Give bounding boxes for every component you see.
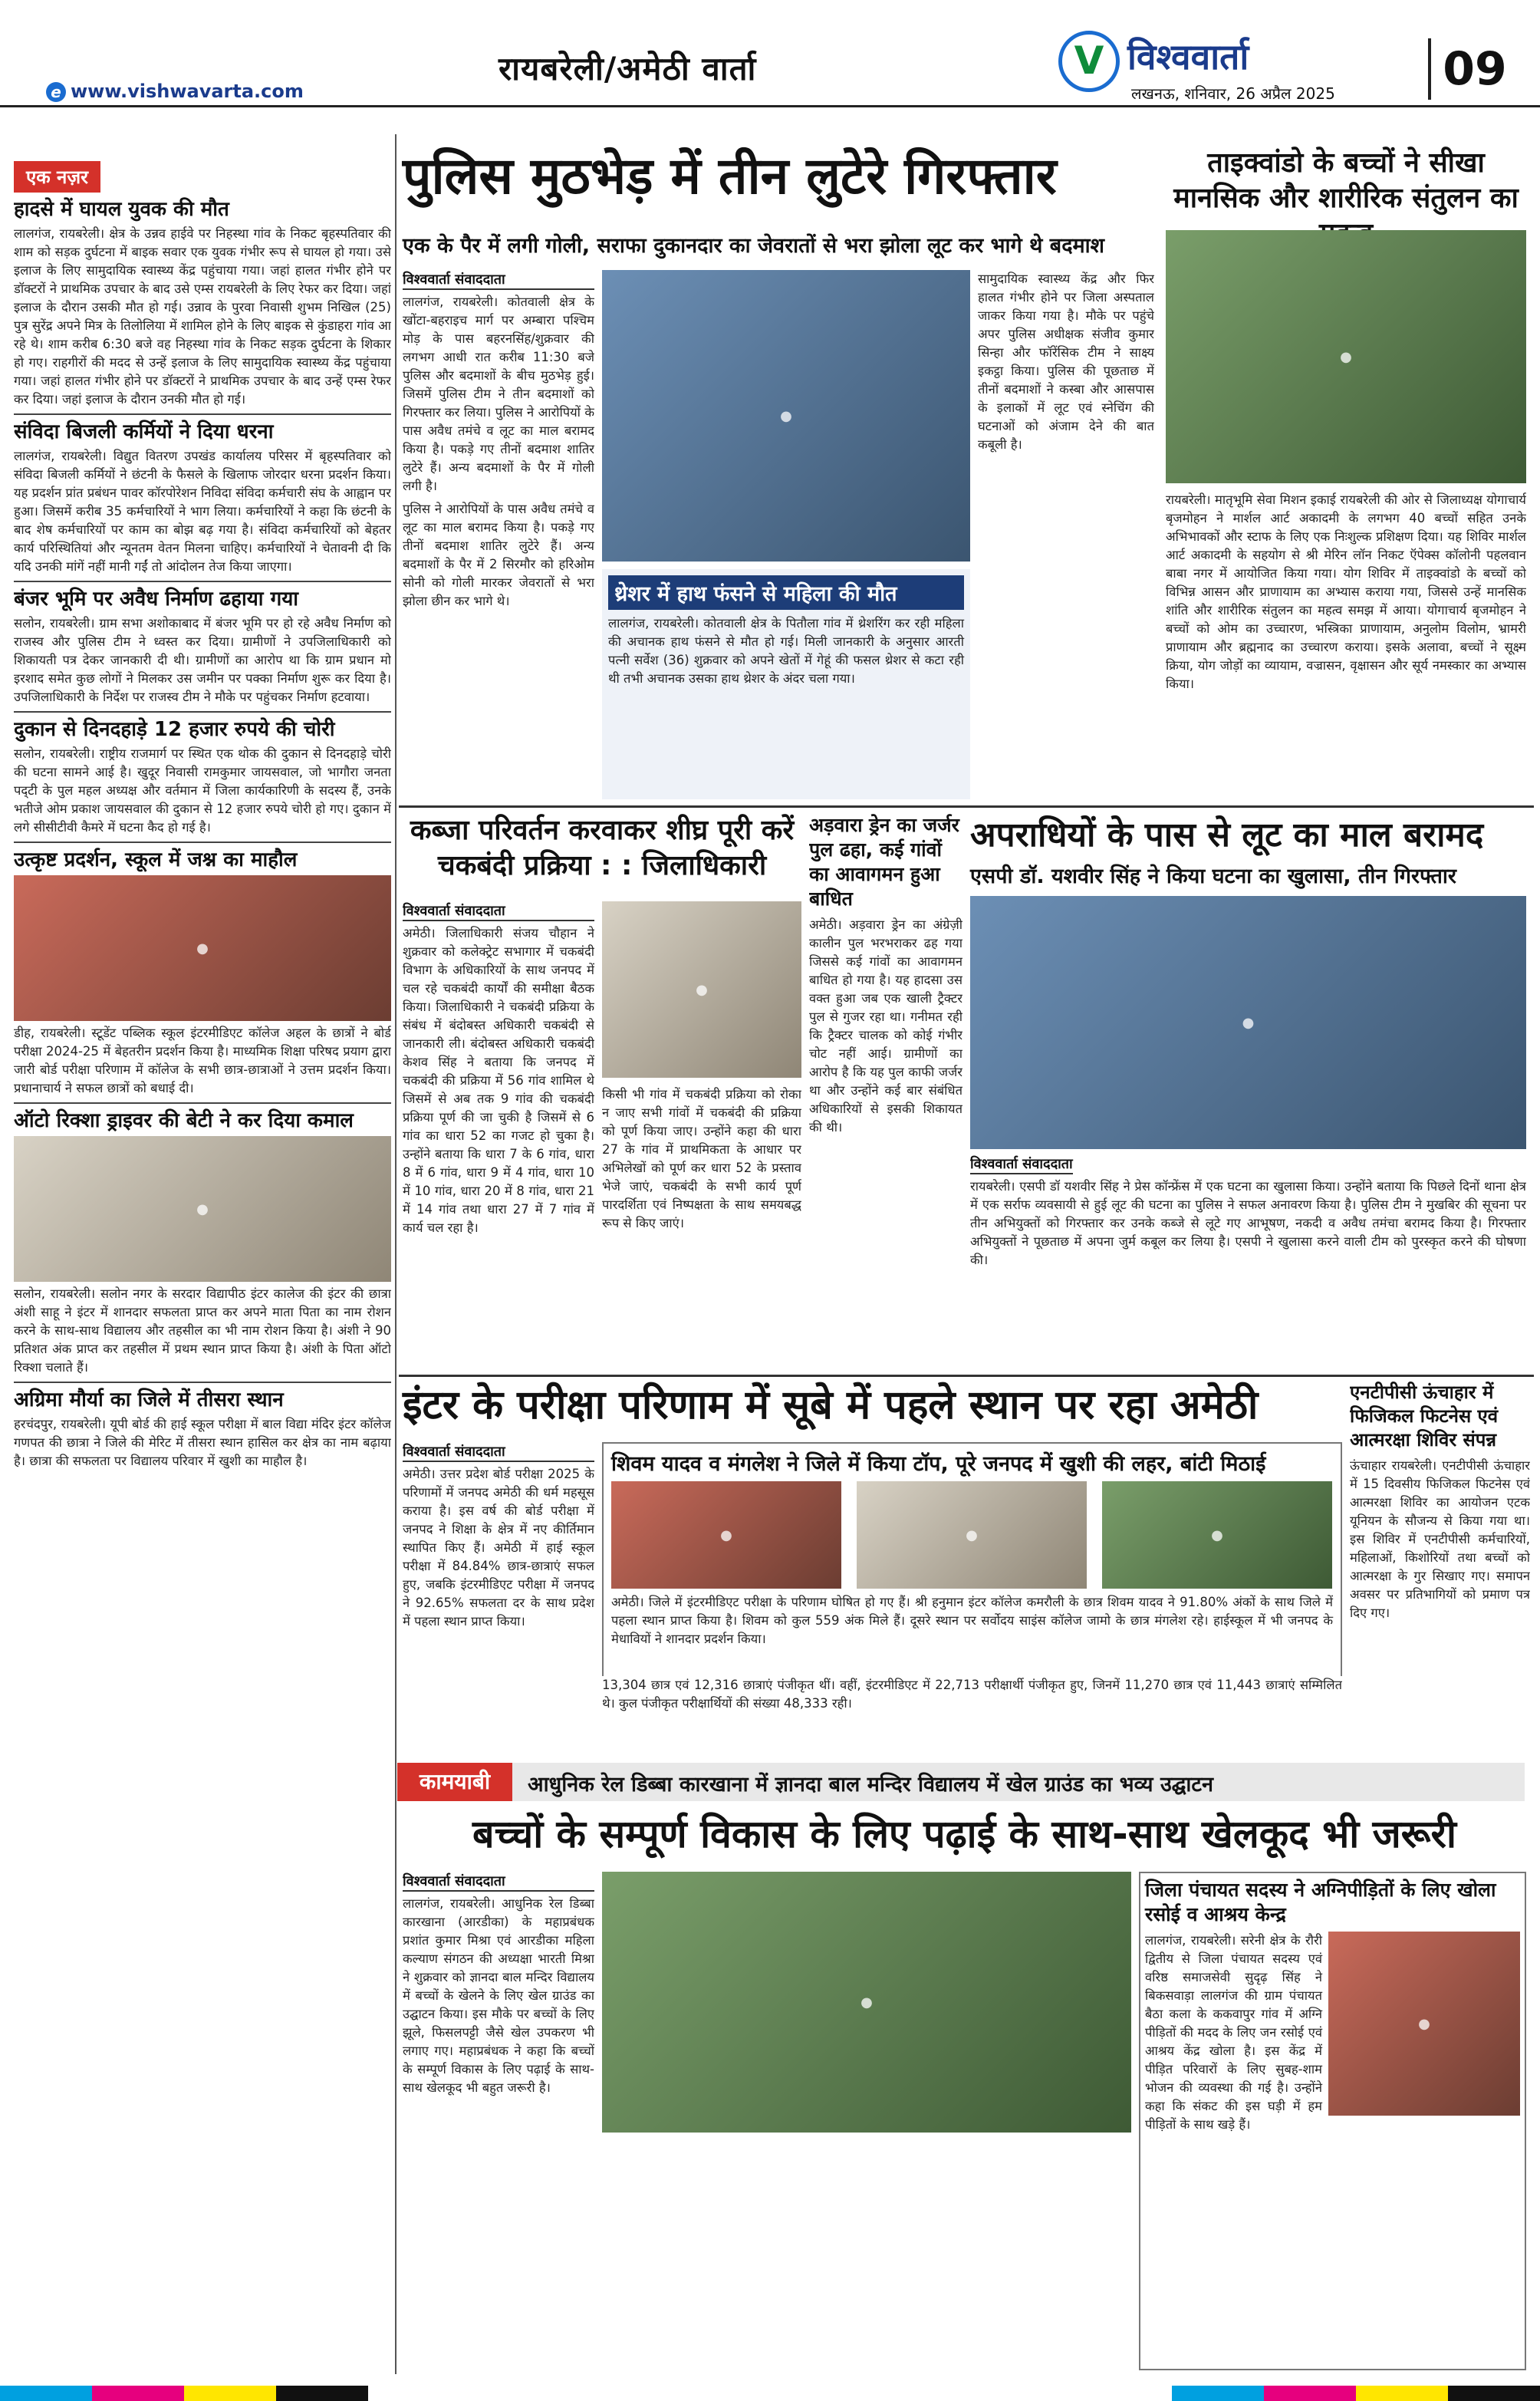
- ntpc-col: [1350, 1381, 1530, 1757]
- bureau-label: विश्ववार्ता संवाददाता: [403, 1442, 594, 1462]
- news-body: सलोन, रायबरेली। ग्राम सभा अशोकाबाद में बंजर भूमि पर हो रहे अवैध निर्माण को राजस्व और पुलिस टीम ने ध्वस्त कर दिया। ग्रामीणों ने उपजिलाधिकारी को शिकायती पत्र देकर जानकारी दी थी। ग्रामीणों का आरोप था कि ग्राम प्रधान मो इरशाद समेत कुछ लोगों ने मिलकर उस जमीन पर पक्का निर्माण शुरू कर दिया है। उपजिलाधिकारी के निर्देश पर राजस्व टीम ने मौके पर पहुंचकर निर्माण हटवाया।: [14, 616, 391, 704]
- school-photo: ●: [14, 875, 391, 1021]
- taekwondo-body: रायबरेली। मातृभूमि सेवा मिशन इकाई रायबरेली की ओर से जिलाध्यक्ष योगाचार्य बृजमोहन ने मार्शल आर्ट अकादमी के लगभग 40 बच्चों सहित उनके अभिभावकों और स्टाफ के लिए एक निःशुल्क प्रशिक्षण दिया। यह शिविर मार्शल आर्ट अकादमी के सहयोग से श्री मेरिन लॉन निकट ऍपेक्स कॉलोनी पहलवान बाबा नगर में आयोजित किया गया। योग शिविर में ताइक्वांडो के बच्चों को विभिन्न आसन और प्राणायाम का अभ्यास कराया गया, जिससे उन्हें मानसिक शांति और शारीरिक संतुलन का महत्व समझ में आया। योगाचार्य बृजमोहन ने बच्चों को ओम का उच्चारण, भस्त्रिका प्राणायाम, अनुलोम विलोम, भ्रामरी प्राणायाम और ब्रह्मनाद का उच्चारण कराया। इसके अलावा, बच्चों ने सूक्ष्म क्रिया, योग जोड़ों का व्यायाम, वज्रासन, वृक्षासन और सूर्य नमस्कार का अभ्यास किया।: [1166, 492, 1526, 691]
- section-divider: [399, 805, 1534, 808]
- color-bar-magenta: [1264, 2386, 1356, 2401]
- section-title: रायबरेली/अमेठी वार्ता: [499, 50, 757, 87]
- website-url[interactable]: [46, 81, 304, 102]
- toppers-photos: [604, 1481, 1341, 1589]
- ntpc-headline: एनटीपीसी ऊंचाहार में फिजिकल फिटनेस एवं आत्मरक्षा शिविर संपन्न: [1350, 1382, 1499, 1451]
- divider: [14, 1382, 391, 1383]
- amethi-col: [403, 1442, 594, 1757]
- amethi-body: अमेठी। उत्तर प्रदेश बोर्ड परीक्षा 2025 के परिणामों में जनपद अमेठी की धर्म महसूस कराया है। इस वर्ष की बोर्ड परीक्षा में जनपद ने शिक्षा के क्षेत्र में नए कीर्तिमान स्थापित किए हैं। अमेठी में हाई स्कूल परीक्षा में 84.84% छात्र-छात्राएं सफल हुए, जबकि इंटरमीडिएट परीक्षा में जनपद ने 92.65% सफलता दर के साथ प्रदेश में पहला स्थान प्राप्त किया।: [403, 1467, 594, 1629]
- color-bar-black: [1448, 2386, 1540, 2401]
- news-headline: उत्कृष्ट प्रदर्शन, स्कूल में जश्न का माहौल: [14, 848, 298, 871]
- bureau-label: विश्ववार्ता संवाददाता: [403, 901, 594, 921]
- kamyabi-banner: [397, 1763, 1525, 1801]
- aparadhi-col: [970, 1154, 1526, 1369]
- bachhe-body: लालगंज, रायबरेली। आधुनिक रेल डिब्बा कारखाना (आरडीका) के महाप्रबंधक प्रशांत कुमार मिश्रा एवं आरडीका महिला कल्याण संगठन की अध्यक्षा भारती मिश्रा ने शुक्रवार को ज्ञानदा बाल मन्दिर विद्यालय में बच्चों के खेलने के लिए खेल ग्राउंड का उद्घाटन किया। इस मौके पर बच्चों के लिए झूले, फिसलपट्टी जैसे खेल उपकरण भी लगाए गए। महाप्रबंधक ने कहा कि बच्चों के सम्पूर्ण विकास के लिए पढ़ाई के साथ-साथ खेलकूद भी बहुत जरूरी है।: [403, 1896, 594, 2095]
- chakbandi-body: अमेठी। जिलाधिकारी संजय चौहान ने शुक्रवार को कलेक्ट्रेट सभागार में चकबंदी विभाग के अधिकारियों के साथ जनपद में चल रहे चकबंदी कार्यों की समीक्षा बैठक किया। जिलाधिकारी ने चकबंदी प्रक्रिया के संबंध में बंदोबस्त अधिकारी चकबंदी से जानकारी ली। बंदोबस्त अधिकारी चकबंदी केशव सिंह ने बताया कि जनपद में चकबंदी की प्रक्रिया में 56 गांव शामिल थे जिसमें से अब तक 9 गांव की चकबंदी प्रक्रिया पूर्ण की जा चुकी है जिसमें से 6 गांव का धारा 52 का गजट हो चुका है। उन्होंने बताया कि धारा 7 के 6 गांव, धारा 8 में 6 गांव, धारा 9 में 4 गांव, धारा 10 में 10 गांव, धारा 20 में 8 गांव, धारा 21 में 14 गांव तथा धारा 27 में 7 गांव में कार्य चल रहा है।: [403, 926, 594, 1235]
- lead-photo: ●: [602, 270, 970, 562]
- dateline: लखनऊ, शनिवार, 26 अप्रैल 2025: [1131, 84, 1335, 103]
- brand-logo-icon: V: [1058, 31, 1120, 92]
- color-bar-yellow: [184, 2386, 276, 2401]
- lead-subheadline: एक के पैर में लगी गोली, सराफा दुकानदार का जेवरातों से भरा झोला लूट कर भागे थे बदमाश: [403, 234, 1105, 258]
- taekwondo-body-col: [1166, 491, 1526, 798]
- chakbandi-body-2: किसी भी गांव में चकबंदी प्रक्रिया को रोका न जाए सभी गांवों में चकबंदी की प्रक्रिया को पूर्ण किया जाए। उन्होंने कहा की धारा 27 के गांव में प्राथमिकता के आधार पर अभिलेखों को पूर्ण कर धारा 52 के प्रस्ताव भेजे जाएं, चकबंदी के सभी कार्य पूर्ण पारदर्शिता एवं निष्पक्षता के साथ समयबद्ध रूप से किए जाएं।: [602, 1087, 801, 1230]
- kamyabi-tag: कामयाबी: [397, 1763, 512, 1801]
- thresher-box: [602, 569, 970, 799]
- thresher-headline: थ्रेशर में हाथ फंसने से महिला की मौत: [608, 575, 964, 610]
- amethi-bottom-body: 13,304 छात्र एवं 12,316 छात्राएं पंजीकृत थीं। वहीं, इंटरमीडिएट में 22,713 परीक्षार्थी पंजीकृत हुए, जिनमें 11,270 छात्र एवं 11,443 छात्राएं सम्मिलित थे। कुल पंजीकृत परीक्षार्थियों की संख्या 48,333 रही।: [602, 1678, 1342, 1711]
- amethi-headline: इंटर के परीक्षा परिणाम में सूबे में पहले स्थान पर रहा अमेठी: [403, 1382, 1259, 1428]
- url-text: www.vishwavarta.com: [71, 81, 304, 102]
- news-headline: संविदा बिजली कर्मियों ने दिया धरना: [14, 420, 274, 443]
- divider: [14, 842, 391, 843]
- color-bar-yellow: [1356, 2386, 1448, 2401]
- lead-headline: पुलिस मुठभेड़ में तीन लुटेरे गिरफ्तार: [403, 147, 1057, 206]
- lead-body-1: लालगंज, रायबरेली। कोतवाली क्षेत्र के खोंटा-बहराइच मार्ग पर अम्बारा पश्चिम मोड़ के पास बहरनसिंह/शुक्रवार की लगभग आधी रात करीब 11:30 बजे पुलिस और बदमाशों के बीच मुठभेड़ हुई। जिसमें पुलिस टीम ने तीन बदमाशों को गिरफ्तार कर लिया। पुलिस ने आरोपियों के पास अवैध तमंचे व लूट का माल बरामद किया है। पकड़े गए तीनों बदमाश शातिर लुटेरे हैं। अन्य बदमाशों के पैर में गोली लगी है।: [403, 295, 594, 493]
- chakbandi-col-2: [602, 1085, 801, 1369]
- topper-photo: ●: [1102, 1481, 1332, 1589]
- left-column: [14, 161, 391, 2382]
- news-body: हरचंदपुर, रायबरेली। यूपी बोर्ड की हाई स्कूल परीक्षा में बाल विद्या मंदिर इंटर कॉलेज गणपत की छात्रा ने जिले की मेरिट में तीसरा स्थान हासिल कर क्षेत्र का नाम बढ़ाया है। छात्रा की सफलता पर विद्यालय परिवार में खुशी का माहौल है।: [14, 1417, 391, 1468]
- ntpc-body: ऊंचाहार रायबरेली। एनटीपीसी ऊंचाहार में 15 दिवसीय फिजिकल फिटनेस एवं आत्मरक्षा शिविर का आयोजन एटक यूनियन के सौजन्य से किया गया था। इस शिविर में एनटीपीसी कर्मचारियों, महिलाओं, किशोरियों तथा बच्चों को आत्मरक्षा के गुर सिखाए गए। समापन अवसर पर प्रतिभागियों को प्रमाण पत्र दिए गए।: [1350, 1458, 1530, 1620]
- lead-body-2: पुलिस ने आरोपियों के पास अवैध तमंचे व लूट का माल बरामद किया है। पकड़े गए तीनों बदमाश शातिर लुटेरे हैं। अन्य बदमाशों के पैर में 2 सिरमौर को हरिओम सोनी को गोली मारकर जेवरातों से भरा झोला छीन कर भागे थे।: [403, 502, 594, 608]
- color-bar-black: [276, 2386, 368, 2401]
- kamyabi-text: आधुनिक रेल डिब्बा कारखाना में ज्ञानदा बाल मन्दिर विद्यालय में खेल ग्राउंड का भव्य उद्घाटन: [528, 1773, 1214, 1797]
- page-header: [0, 0, 1540, 107]
- taekwondo-photo: ●: [1166, 230, 1526, 483]
- page-number: 09: [1428, 38, 1519, 100]
- column-rule: [395, 134, 397, 2374]
- thresher-body: लालगंज, रायबरेली। कोतवाली क्षेत्र के पितौला गांव में थ्रेशरिंग कर रही महिला की अचानक हाथ फंसने से मौत हो गई। मिली जानकारी के अनुसार आरती पत्नी सर्वेश (36) शुक्रवार को अपने खेतों में गेहूं की फसल थ्रेशर से कटा रही थी तभी अचानक उसका हाथ थ्रेशर के अंदर चला गया।: [608, 616, 964, 686]
- section-divider: [399, 1375, 1534, 1377]
- drain-body: अमेठी। अड़वारा ड्रेन का अंग्रेज़ी कालीन पुल भरभराकर ढह गया जिससे कई गांवों का आवागमन बाधित हो गया है। यह हादसा उस वक्त हुआ जब एक खाली ट्रैक्टर पुल से गुजर रहा था। गनीमत रही कि ट्रैक्टर चालक को कोई गंभीर चोट नहीं आई। ग्रामीणों का आरोप है कि यह पुल काफी जर्जर था और उन्होंने कई बार संबंधित अधिकारियों से इसकी शिकायत की थी।: [809, 917, 962, 1135]
- browser-e-icon: e: [46, 82, 66, 102]
- topper-photo: ●: [611, 1481, 841, 1589]
- panchayat-body: लालगंज, रायबरेली। सरेनी क्षेत्र के रौरी द्वितीय से जिला पंचायत सदस्य एवं वरिष्ठ समाजसेवी सुदृढ़ सिंह ने बिकसवाड़ा लालगंज की ग्राम पंचायत बैठा कला के ककवापुर गांव में अग्नि पीड़ितों की मदद के लिए जन रसोई एवं आश्रय केंद्र खोला है। इस केंद्र में पीड़ित परिवारों के लिए सुबह-शाम भोजन की व्यवस्था की गई है। उन्होंने कहा कि संकट की इस घड़ी में हम पीड़ितों के साथ खड़े हैं।: [1145, 1933, 1322, 2132]
- color-bar-cyan: [1172, 2386, 1264, 2401]
- chakbandi-photo: ●: [602, 901, 801, 1078]
- topper-photo: ●: [857, 1481, 1087, 1589]
- color-bar-magenta: [92, 2386, 184, 2401]
- taekwondo-headline: ताइक्वांडो के बच्चों ने सीखा मानसिक और शारीरिक संतुलन का: [1173, 147, 1519, 214]
- bachhe-col-1: [403, 1872, 594, 2370]
- aparadhi-headline: अपराधियों के पास से लूट का माल बरामद: [970, 815, 1484, 855]
- amethi-bottom: [602, 1676, 1342, 1753]
- chakbandi-col-1: [403, 901, 594, 1369]
- panchayat-box: [1139, 1872, 1526, 2370]
- brand-name: विश्ववार्ता: [1127, 36, 1249, 77]
- student-photo: ●: [14, 1136, 391, 1282]
- news-headline: हादसे में घायल युवक की मौत: [14, 198, 229, 221]
- lead-col-1: [403, 270, 594, 807]
- lead-col-3: [978, 270, 1154, 799]
- ek-nazar-tag: एक नज़र: [14, 161, 100, 193]
- bachhe-headline: बच्चों के सम्पूर्ण विकास के लिए पढ़ाई के साथ-साथ खेलकूद भी जरूरी: [472, 1812, 1456, 1856]
- news-body: डीह, रायबरेली। स्टूडेंट पब्लिक स्कूल इंटरमीडिएट कॉलेज अहल के छात्रों ने बोर्ड परीक्षा 2024-25 में बेहतरीन प्रदर्शन किया है। माध्यमिक शिक्षा परिषद प्रयाग द्वारा जारी बोर्ड परीक्षा परिणाम में कॉलेज के सभी छात्र-छात्राओं ने उत्तम प्रदर्शन किया। प्रधानाचार्य ने सफल छात्रों को बधाई दी।: [14, 1026, 391, 1095]
- bureau-label: विश्ववार्ता संवाददाता: [403, 270, 594, 290]
- news-body: सलोन, रायबरेली। सलोन नगर के सरदार विद्यापीठ इंटर कालेज की इंटर की छात्रा अंशी साहू ने इंटर में शानदार सफलता प्राप्त कर अपने माता पिता का नाम रोशन करने के साथ-साथ विद्यालय और तहसील का भी नाम रोशन किया है। अंशी ने 90 प्रतिशत अंक प्राप्त कर तहसील में प्रथम स्थान प्राप्त किया है। अंशी के पिता ऑटो रिक्शा चलाते हैं।: [14, 1286, 391, 1375]
- drain-col: [809, 813, 962, 1369]
- panchayat-photo: ●: [1328, 1932, 1520, 2116]
- news-body: सलोन, रायबरेली। राष्ट्रीय राजमार्ग पर स्थित एक थोक की दुकान से दिनदहाड़े चोरी की घटना सामने आई है। खुदूर निवासी रामकुमार जायसवाल, जो भागौरा जनता पद्टी के पुल महल अध्यक्ष और वर्तमान में जिला कार्यकारिणी के सदस्य हैं, उनके भतीजे ओम प्रकाश जायसवाल की दुकान से 12 हजार रुपये चोरी हो गए। दुकान में लगे सीसीटीवी कैमरे में घटना कैद हो गई है।: [14, 746, 391, 835]
- panchayat-headline: जिला पंचायत सदस्य ने अग्निपीड़ितों के लिए खोला रसोई व आश्रय केन्द्र: [1145, 1879, 1496, 1925]
- color-bar-cyan: [0, 2386, 92, 2401]
- lead-body-3: सामुदायिक स्वास्थ्य केंद्र और फिर हालत गंभीर होने पर जिला अस्पताल जाकर किया गया है। मौके पर पहुंचे अपर पुलिस अधीक्षक संजीव कुमार सिन्हा और फॉरेंसिक टीम ने साक्ष्य इकट्ठा किया। पुलिस की पूछताछ में तीनों बदमाशों ने कस्बा और आसपास के इलाकों में लूट एवं स्नेचिंग की घटनाओं को अंजाम देने की बात कबूली है।: [978, 272, 1154, 452]
- divider: [14, 413, 391, 415]
- panchayat-photo-wrap: [1328, 1932, 1520, 2116]
- toppers-body: अमेठी। जिले में इंटरमीडिएट परीक्षा के परिणाम घोषित हो गए हैं। श्री हनुमान इंटर कॉलेज कमरौली के छात्र शिवम यादव ने 91.80% अंकों के साथ जिले में पहला स्थान प्राप्त किया है। शिवम को कुल 559 अंक मिले हैं। दूसरे स्थान पर सर्वोदय साइंस कॉलेज जामो के छात्र मंगलेश रहे। हाईस्कूल में भी जनपद के मेधावियों ने शानदार प्रदर्शन किया।: [611, 1595, 1333, 1646]
- divider: [14, 711, 391, 713]
- aparadhi-body: रायबरेली। एसपी डॉ यशवीर सिंह ने प्रेस कॉन्फ्रेंस में एक घटना का खुलासा किया। उन्होंने बताया कि पिछले दिनों थाना क्षेत्र में एक सर्राफ व्यवसायी से हुई लूट की घटना का पुलिस ने सफल अनावरण किया है। पुलिस टीम ने मुखबिर की सूचना पर तीन अभियुक्तों को गिरफ्तार कर उनके कब्जे से लूटे गए आभूषण, नकदी व अवैध तमंचा बरामद किया है। गिरफ्तार अभियुक्तों ने पूछताछ में अपना जुर्म कबूल कर लिया है। एसपी ने खुलासा करने वाली टीम को पुरस्कृत करने की घोषणा की।: [970, 1179, 1526, 1267]
- aparadhi-photo: ●: [970, 896, 1526, 1149]
- divider: [14, 581, 391, 582]
- news-body: लालगंज, रायबरेली। विद्युत वितरण उपखंड कार्यालय परिसर में बृहस्पतिवार को संविदा बिजली कर्मियों ने छंटनी के फैसले के खिलाफ जोरदार धरना प्रदर्शन किया। यह प्रदर्शन प्रांत प्रबंधन पावर कॉरपोरेशन निविदा संविदा कर्मचारी संघ के आह्वान पर हुआ। जिसमें करीब 35 कर्मचारियों ने भाग लिया। कर्मचारियों ने कहा कि छंटनी के बाद शेष कर्मचारियों पर काम का बोझ बढ़ गया है। संविदा कर्मचारियों को बेहतर कार्य परिस्थितियां और न्यूनतम वेतन मिलना चाहिए। कर्मचारियों ने चेतावनी दी कि यदि उनकी मांगें नहीं मानी गईं तो आंदोलन तेज किया जाएगा।: [14, 449, 391, 574]
- news-headline: अग्रिमा मौर्या का जिले में तीसरा स्थान: [14, 1388, 284, 1411]
- aparadhi-subheadline: एसपी डॉ. यशवीर सिंह ने किया घटना का खुलासा, तीन गिरफ्तार: [970, 865, 1456, 888]
- chakbandi-headline: कब्जा परिवर्तन करवाकर शीघ्र पूरी करें चकबंदी प्रक्रिया : : जिलाधिकारी: [410, 815, 795, 881]
- news-body: लालगंज, रायबरेली। क्षेत्र के उन्नव हाईवे पर निहस्था गांव के निकट बृहस्पतिवार की शाम को सड़क दुर्घटना में बाइक सवार एक युवक गंभीर रूप से घायल हो गया। उसे इलाज के लिए सामुदायिक स्वास्थ्य केंद्र पहुंचाया गया। जहां हालत गंभीर होने पर डॉक्टरों ने प्राथमिक उपचार के बाद उसे एम्स रायबरेली के लिए रेफर कर दिया। जहां इलाज के दौरान उसकी मौत हो गई। उन्नाव के पुरवा निवासी शुभम निखिल (25) पुत्र सुरेंद्र अपने मित्र के तिलोलिया में शामिल होने के लिए बाइक से कुंडाहरा गांव आ रहे थे। शाम करीब 6:30 बजे वह निहस्था गांव के निकट सड़क दुर्घटना के शिकार हो गए। राहगीरों की मदद से उन्हें इलाज के लिए सामुदायिक स्वास्थ्य केंद्र पहुंचाया गया। जहां हालत गंभीर होने पर डॉक्टरों ने प्राथमिक उपचार के बाद उन्हें एम्स रेफर कर दिया। जहां इलाज के दौरान उनकी मौत हो गई।: [14, 226, 391, 407]
- bureau-label: विश्ववार्ता संवाददाता: [403, 1872, 594, 1892]
- bachhe-photo: ●: [602, 1872, 1131, 2133]
- divider: [14, 1102, 391, 1104]
- news-headline: बंजर भूमि पर अवैध निर्माण ढहाया गया: [14, 588, 299, 611]
- news-headline: दुकान से दिनदहाड़े 12 हजार रुपये की चोरी: [14, 718, 335, 741]
- bureau-label: विश्ववार्ता संवाददाता: [970, 1154, 1073, 1174]
- toppers-headline: शिवम यादव व मंगलेश ने जिले में किया टॉप, पूरे जनपद में खुशी की लहर, बांटी मिठाई: [611, 1452, 1266, 1476]
- news-headline: ऑटो रिक्शा ड्राइवर की बेटी ने कर दिया कमाल: [14, 1109, 354, 1132]
- drain-headline: अड़वारा ड्रेन का जर्जर पुल ढहा, कई गांवों का आवागमन हुआ बाधित: [809, 814, 959, 910]
